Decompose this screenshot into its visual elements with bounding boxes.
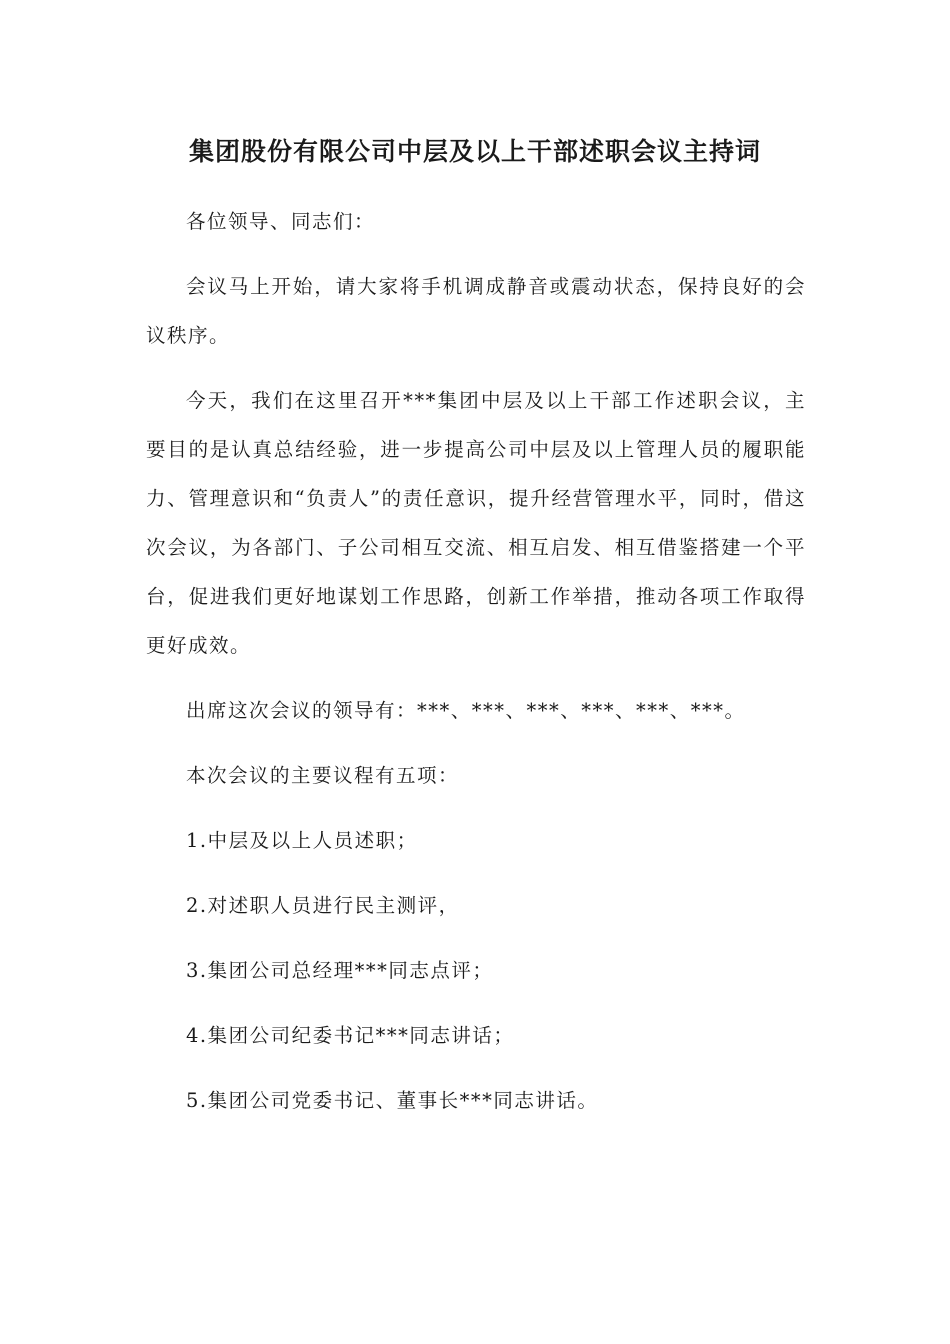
agenda-item: 3.集团公司总经理***同志点评； bbox=[185, 959, 494, 982]
agenda-item: 2.对述职人员进行民主测评， bbox=[185, 894, 460, 917]
document-title: 集团股份有限公司中层及以上干部述职会议主持词 bbox=[188, 137, 761, 166]
paragraph-agenda-intro: 本次会议的主要议程有五项： bbox=[185, 764, 459, 787]
agenda-item: 4.集团公司纪委书记***同志讲话； bbox=[185, 1024, 515, 1047]
paragraph-attending-leaders: 出席这次会议的领导有：***、***、***、***、***、***。 bbox=[185, 699, 746, 722]
document-body bbox=[146, 197, 806, 1141]
agenda-item: 1.中层及以上人员述职； bbox=[185, 829, 418, 852]
paragraph-opening-notice: 会议马上开始，请大家将手机调成静音或震动状态，保持良好的会议秩序。 bbox=[146, 275, 806, 347]
paragraph-meeting-purpose: 今天，我们在这里召开***集团中层及以上干部工作述职会议，主要目的是认真总结经验，进一步提高公司中层及以上管理人员的履职能力、管理意识和“负责人”的责任意识，提升经营管理水平，同时，借这次会议，为各部门、子公司相互交流、相互启发、相互借鉴搭建一个平台，促进我们更好地谋划工作思路，创新工作举措，推动各项工作取得更好成效。 bbox=[146, 389, 806, 657]
agenda-item: 5.集团公司党委书记、董事长***同志讲话。 bbox=[185, 1089, 599, 1112]
greeting: 各位领导、同志们： bbox=[185, 210, 375, 233]
